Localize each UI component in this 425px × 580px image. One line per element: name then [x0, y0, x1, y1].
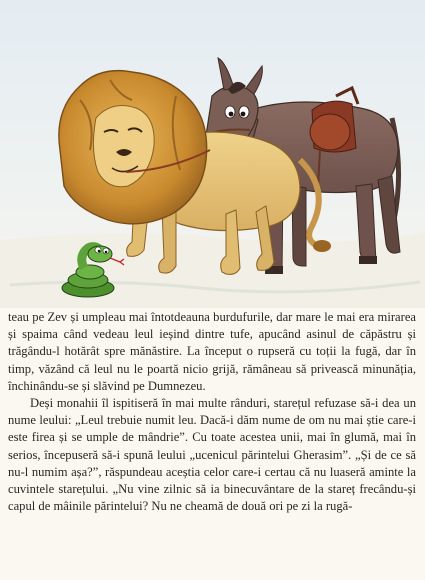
body-text — [8, 309, 416, 515]
paragraph-1: teau pe Zev și umpleau mai întotdeauna burdufurile, dar mare le mai era mirarea și spaima când vedeau leul ieșind dintre tufe, apucând asinul de căpăstru și trăgându-l hotărât spre mănăstire. La început o rupseră cu toții la fugă, dar în timp, văzând că leul nu le poartă nicio grijă, rămâneau să privească minunăția, închinându-se și slăvind pe Dumnezeu. — [8, 310, 416, 393]
paragraph-2: Deși monahii îl ispitiseră în mai multe rânduri, starețul refuzase să-i dea un nume leului: „Leul trebuie numit leu. Dacă-i dăm nume de om nu mai știe care-i este firea și se umple de mândrie”. Cu toate acestea unii, mai în glumă, mai în serios, începuseră să-i spună leului „ucenicul părintelui Gherasim”. „Și de ce să nu-l numim așa?”, răspundeau aceștia celor care-i certau că nu luaseră aminte la cuvintele starețului. „Nu vine zilnic să ia binecuvântare de la stareț frecându-și capul de mâinile părintelui? Nu ne cheamă de două ori pe zi la rugă- — [8, 396, 416, 514]
